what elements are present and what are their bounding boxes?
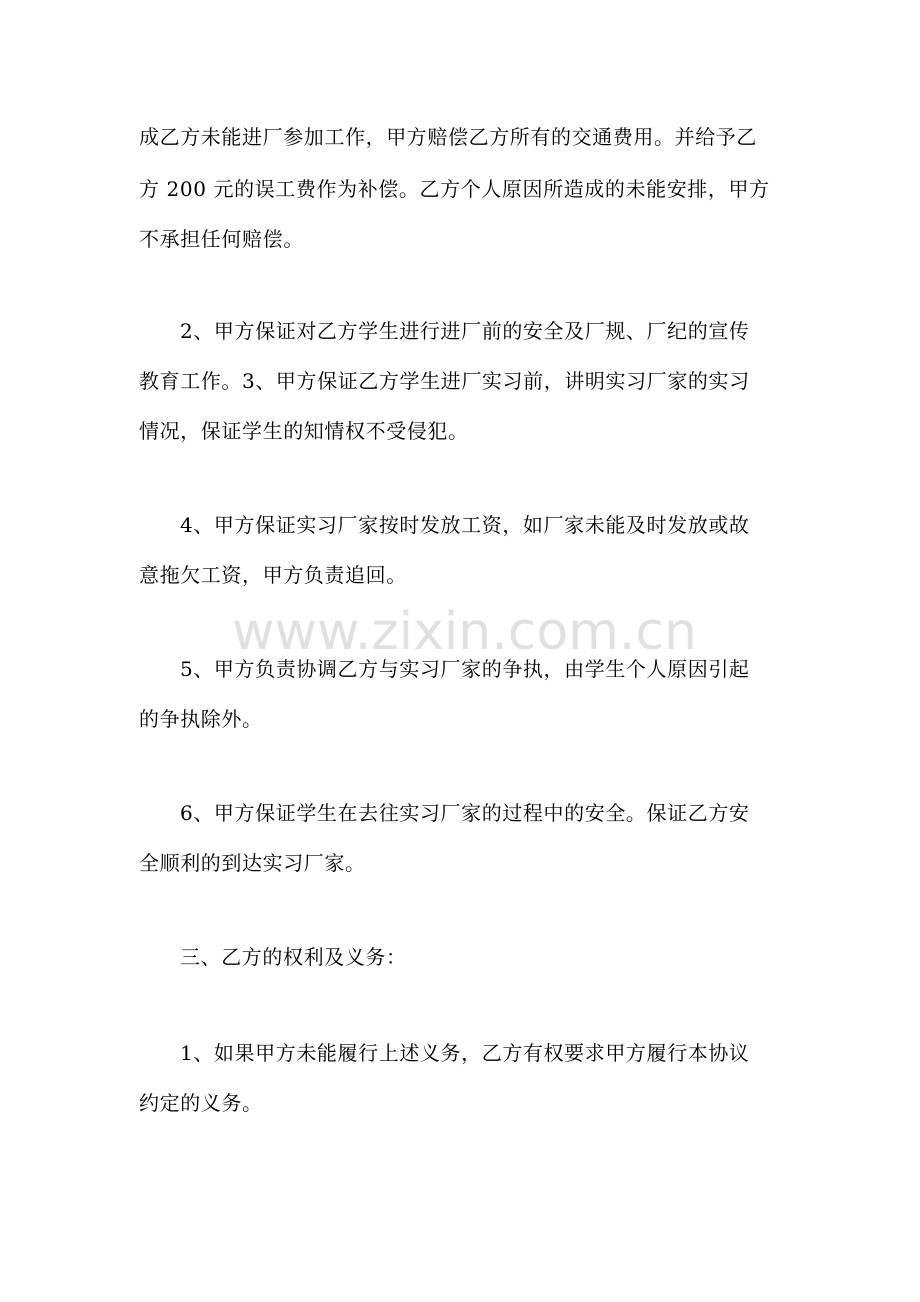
paragraph-2-line-3: 情况，保证学生的知情权不受侵犯。 xyxy=(139,419,469,443)
section-heading: 三、乙方的权利及义务： xyxy=(180,945,407,969)
paragraph-7-line-1: 1、如果甲方未能履行上述义务，乙方有权要求甲方履行本协议 xyxy=(180,1041,750,1065)
paragraph-7-line-2: 约定的义务。 xyxy=(139,1091,263,1115)
paragraph-1-line-1: 成乙方未能进厂参加工作，甲方赔偿乙方所有的交通费用。并给予乙 xyxy=(139,125,757,149)
paragraph-2-line-2: 教育工作。3、甲方保证乙方学生进厂实习前，讲明实习厂家的实习 xyxy=(139,369,750,393)
watermark-text: www.zixin.com.cn xyxy=(232,602,697,662)
paragraph-3-line-1: 4、甲方保证实习厂家按时发放工资，如厂家未能及时发放或故 xyxy=(180,513,750,537)
paragraph-3-line-2: 意拖欠工资，甲方负责追回。 xyxy=(139,563,407,587)
paragraph-2-line-1: 2、甲方保证对乙方学生进行进厂前的安全及厂规、厂纪的宣传 xyxy=(180,319,750,343)
paragraph-4-line-2: 的争执除外。 xyxy=(139,707,263,731)
paragraph-5-line-1: 6、甲方保证学生在去往实习厂家的过程中的安全。保证乙方安 xyxy=(180,801,750,825)
paragraph-1-line-2: 方 200 元的误工费作为补偿。乙方个人原因所造成的未能安排，甲方 xyxy=(139,177,770,201)
paragraph-4-line-1: 5、甲方负责协调乙方与实习厂家的争执，由学生个人原因引起 xyxy=(180,657,750,681)
paragraph-5-line-2: 全顺利的到达实习厂家。 xyxy=(139,851,366,875)
paragraph-1-line-3: 不承担任何赔偿。 xyxy=(139,227,304,251)
